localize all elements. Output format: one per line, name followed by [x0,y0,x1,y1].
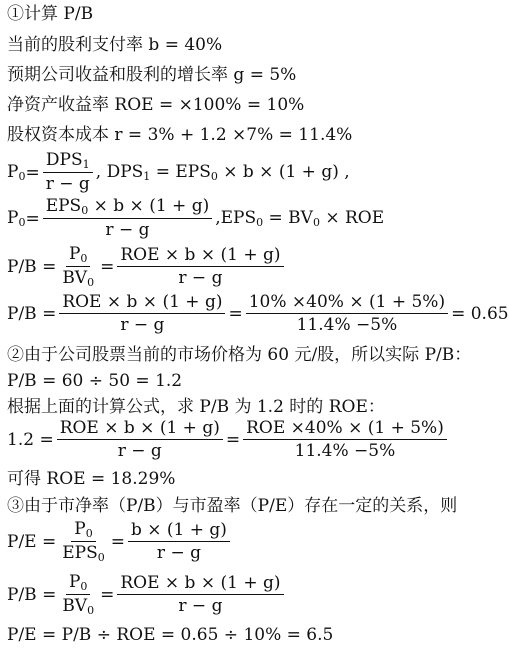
eq5-equals: = [225,430,241,450]
equation-p0-dps [7,152,350,193]
eq7-fraction-2 [117,575,283,615]
eq4-f1-numerator: ROE × b × (1 + g) [59,294,225,314]
eq1-fraction [43,152,93,193]
eq2-equals: = [25,208,40,229]
eq1-numerator: $DPS_1$ [43,152,93,173]
eq6-f1-numerator: $P_0$ [71,521,95,542]
eq3-equals: = [100,257,115,277]
eq6-f1-denominator: $EPS_0$ [62,543,105,564]
solve-roe-line: 根据上面的计算公式，求 P/B 为 1.2 时的 ROE： [7,397,385,417]
eq3-f2-numerator: ROE × b × (1 + g) [117,247,283,267]
equation-pb-formula [7,246,287,288]
eq6-f2-denominator: r − g [156,543,201,563]
eq7-f2-denominator: r − g [178,596,223,616]
eq5-fraction-2 [243,420,447,460]
eq5-f1-numerator: ROE × b × (1 + g) [57,420,223,440]
eq4-fraction-1 [59,294,225,334]
eq5-f1-denominator: r − g [117,441,162,461]
eq2-lhs: $P_0$ [7,208,26,229]
eq1-tail: , $DPS_1 = EPS_0 \times b \times (1 + g)$ , [95,162,350,183]
eq6-f2-numerator: b × (1 + g) [128,522,230,542]
eq4-f2-denominator: 11.4% −5% [296,315,398,335]
eq4-f1-denominator: r − g [120,315,165,335]
heading-market-price: ②由于公司股票当前的市场价格为 60 元/股，所以实际 P/B： [7,345,472,365]
equation-p0-eps [7,198,384,239]
equation-pb-value [7,294,509,334]
eq6-equals: = [110,532,125,552]
eq5-fraction-1 [57,420,223,460]
equation-pe-formula [7,521,233,563]
eq4-equals: = [228,304,243,324]
eq6-lhs: P/E = [7,532,57,552]
roe-result-line: 可得 ROE = 18.29% [7,469,176,489]
eq2-fraction [43,198,213,239]
eq3-f1-numerator: $P_0$ [66,246,90,267]
eq3-lhs: P/B = [7,257,57,277]
actual-pb-line: P/B = 60 ÷ 50 = 1.2 [7,371,183,391]
eq7-lhs: P/B = [7,585,57,605]
eq7-fraction-1 [59,574,97,616]
cost-of-equity-line: 股权资本成本 r = 3% + 1.2 ×7% = 11.4% [7,125,353,145]
eq4-fraction-2 [246,294,448,334]
eq2-denominator: r − g [105,220,150,240]
equation-pb-formula-repeat [7,574,287,616]
eq5-f2-numerator: ROE ×40% × (1 + 5%) [243,420,447,440]
payout-ratio-line: 当前的股利支付率 b = 40% [7,35,223,55]
eq3-fraction-2 [117,247,283,287]
eq4-lhs: P/B = [7,304,57,324]
eq2-tail: $,EPS_0 = BV_0$ × ROE [215,208,385,229]
eq6-fraction-2 [128,522,230,562]
heading-calc-pb: ①计算 P/B [7,4,94,24]
eq3-f2-denominator: r − g [178,268,223,288]
growth-rate-line: 预期公司收益和股利的增长率 g = 5% [7,65,297,85]
heading-pb-pe-relation: ③由于市净率（P/B）与市盈率（P/E）存在一定的关系，则 [7,496,458,516]
eq2-numerator: $EPS_0 \times b \times (1 + g)$ [43,198,213,219]
eq7-f2-numerator: ROE × b × (1 + g) [117,575,283,595]
eq1-lhs: $P_0$ [7,162,26,183]
eq4-f2-numerator: 10% ×40% × (1 + 5%) [246,294,448,314]
roe-line: 净资产收益率 ROE = ×100% = 10% [7,95,305,115]
eq5-lhs: 1.2 = [7,430,54,450]
eq6-fraction-1 [59,521,108,563]
eq5-f2-denominator: 11.4% −5% [294,441,396,461]
final-pe-line: P/E = P/B ÷ ROE = 0.65 ÷ 10% = 6.5 [7,625,334,645]
eq7-f1-denominator: $BV_0$ [62,596,95,617]
eq1-denominator: r − g [45,174,90,194]
eq7-f1-numerator: $P_0$ [66,574,90,595]
eq4-result: = 0.65 [451,304,509,324]
equation-solve-roe [7,420,450,460]
eq1-equals: = [25,162,40,183]
eq3-f1-denominator: $BV_0$ [62,268,95,289]
eq3-fraction-1 [59,246,97,288]
eq7-equals: = [100,585,115,605]
